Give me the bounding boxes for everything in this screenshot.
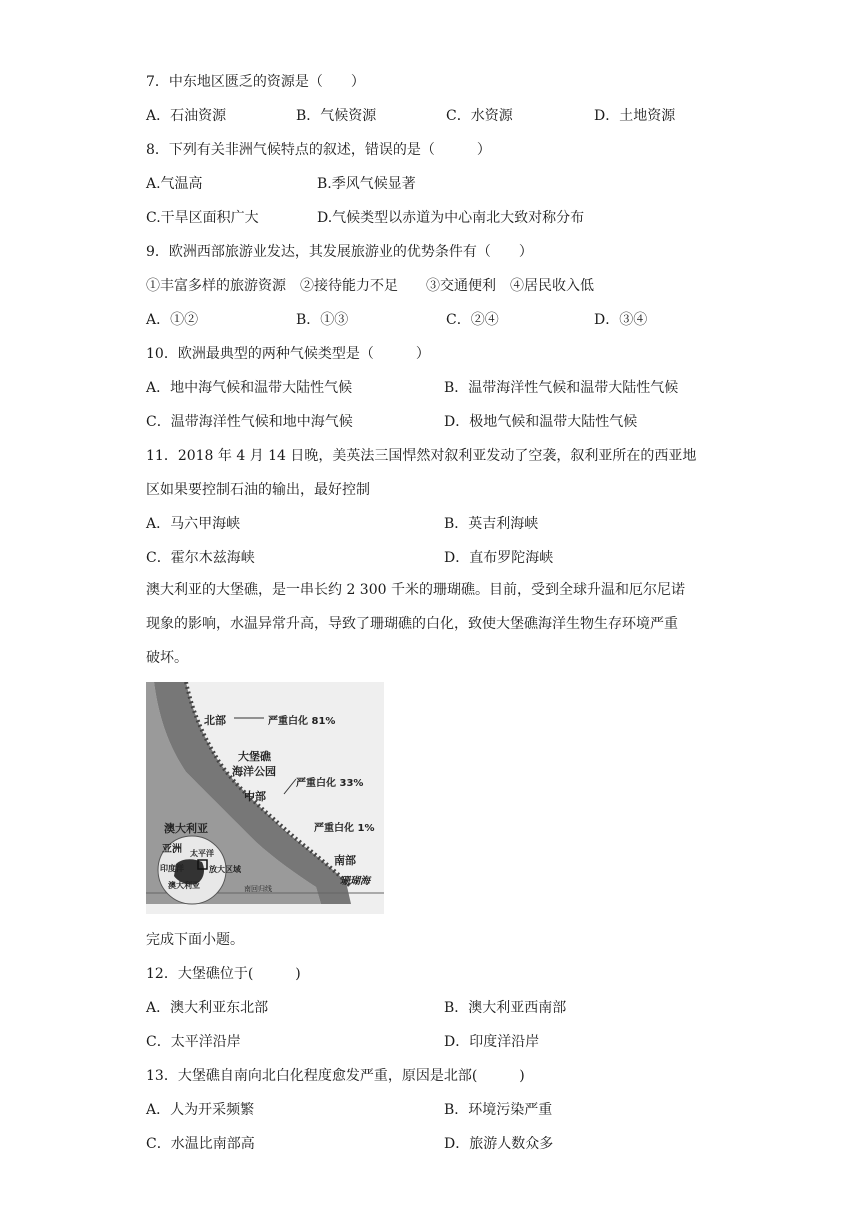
- label-south-bleach: 严重白化 1%: [314, 823, 375, 834]
- q9-option-d: D．③④: [594, 312, 648, 328]
- q12-stem: 12．大堡礁位于( ): [146, 966, 301, 982]
- q8-option-b: B.季风气候显著: [317, 176, 416, 192]
- label-reef-park-1: 大堡礁: [238, 750, 271, 763]
- q10-option-a: A．地中海气候和温带大陆性气候: [146, 380, 353, 396]
- great-barrier-reef-map: [146, 682, 384, 914]
- q11-option-d: D．直布罗陀海峡: [444, 550, 554, 566]
- passage-line-1: 澳大利亚的大堡礁，是一串长约 2 300 千米的珊瑚礁。目前，受到全球升温和厄尔尼诺: [146, 582, 685, 598]
- q7-stem: 7．中东地区匮乏的资源是（ ）: [146, 74, 365, 90]
- label-north-bleach: 严重白化 81%: [268, 716, 336, 727]
- q13-option-d: D．旅游人数众多: [444, 1136, 554, 1152]
- inset-label-zoom: 放大区域: [209, 865, 241, 874]
- q9-option-c: C．②④: [446, 312, 499, 328]
- q8-stem: 8．下列有关非洲气候特点的叙述，错误的是（ ）: [146, 142, 491, 158]
- q8-option-a: A.气温高: [146, 176, 203, 192]
- q10-option-c: C．温带海洋性气候和地中海气候: [146, 414, 353, 430]
- label-reef-park-2: 海洋公园: [232, 765, 276, 778]
- q9-stem: 9．欧洲西部旅游业发达，其发展旅游业的优势条件有（ ）: [146, 244, 533, 260]
- q11-option-c: C．霍尔木兹海峡: [146, 550, 255, 566]
- q11-option-b: B．英吉利海峡: [444, 516, 539, 532]
- q7-option-b: B．气候资源: [296, 108, 377, 124]
- q12-option-a: A．澳大利亚东北部: [146, 1000, 269, 1016]
- passage-line-2: 现象的影响，水温异常升高，导致了珊瑚礁的白化，致使大堡礁海洋生物生存环境严重: [146, 616, 678, 632]
- label-tropic: 南回归线: [244, 885, 272, 893]
- inset-label-australia: 澳大利亚: [168, 881, 200, 890]
- q13-option-b: B．环境污染严重: [444, 1102, 553, 1118]
- q12-option-c: C．太平洋沿岸: [146, 1034, 241, 1050]
- q12-option-d: D．印度洋沿岸: [444, 1034, 540, 1050]
- q9-items: ①丰富多样的旅游资源 ②接待能力不足 ③交通便利 ④居民收入低: [146, 278, 594, 294]
- q7-option-d: D．土地资源: [594, 108, 676, 124]
- label-coral-sea: 珊瑚海: [340, 876, 370, 887]
- q7-option-c: C．水资源: [446, 108, 513, 124]
- q10-option-d: D．极地气候和温带大陆性气候: [444, 414, 638, 430]
- q13-option-a: A．人为开采频繁: [146, 1102, 255, 1118]
- q8-option-c: C.干旱区面积广大: [146, 210, 259, 226]
- q10-stem: 10．欧洲最典型的两种气候类型是（ ）: [146, 346, 430, 362]
- q11-option-a: A．马六甲海峡: [146, 516, 241, 532]
- inset-label-asia: 亚洲: [162, 844, 182, 855]
- q11-stem-line1: 11．2018 年 4 月 14 日晚，美英法三国悍然对叙利亚发动了空袭，叙利亚所在的西亚地: [146, 448, 697, 464]
- q7-option-a: A．石油资源: [146, 108, 227, 124]
- passage-line-3: 破坏。: [146, 650, 188, 666]
- q8-option-d: D.气候类型以赤道为中心南北大致对称分布: [317, 210, 585, 226]
- q10-option-b: B．温带海洋性气候和温带大陆性气候: [444, 380, 679, 396]
- q9-option-a: A．①②: [146, 312, 199, 328]
- q13-option-c: C．水温比南部高: [146, 1136, 255, 1152]
- inset-label-indian: 印度洋: [160, 864, 184, 873]
- label-middle: 中部: [244, 790, 266, 803]
- inset-label-pacific: 太平洋: [190, 849, 214, 858]
- label-mid-bleach: 严重白化 33%: [296, 778, 364, 789]
- q13-stem: 13．大堡礁自南向北白化程度愈发严重，原因是北部( ): [146, 1068, 525, 1084]
- label-north: 北部: [204, 714, 226, 727]
- q11-stem-line2: 区如果要控制石油的输出，最好控制: [146, 482, 370, 498]
- label-south: 南部: [334, 854, 356, 867]
- q12-option-b: B．澳大利亚西南部: [444, 1000, 567, 1016]
- instruction-text: 完成下面小题。: [146, 932, 244, 948]
- q9-option-b: B．①③: [296, 312, 349, 328]
- label-australia: 澳大利亚: [164, 822, 208, 835]
